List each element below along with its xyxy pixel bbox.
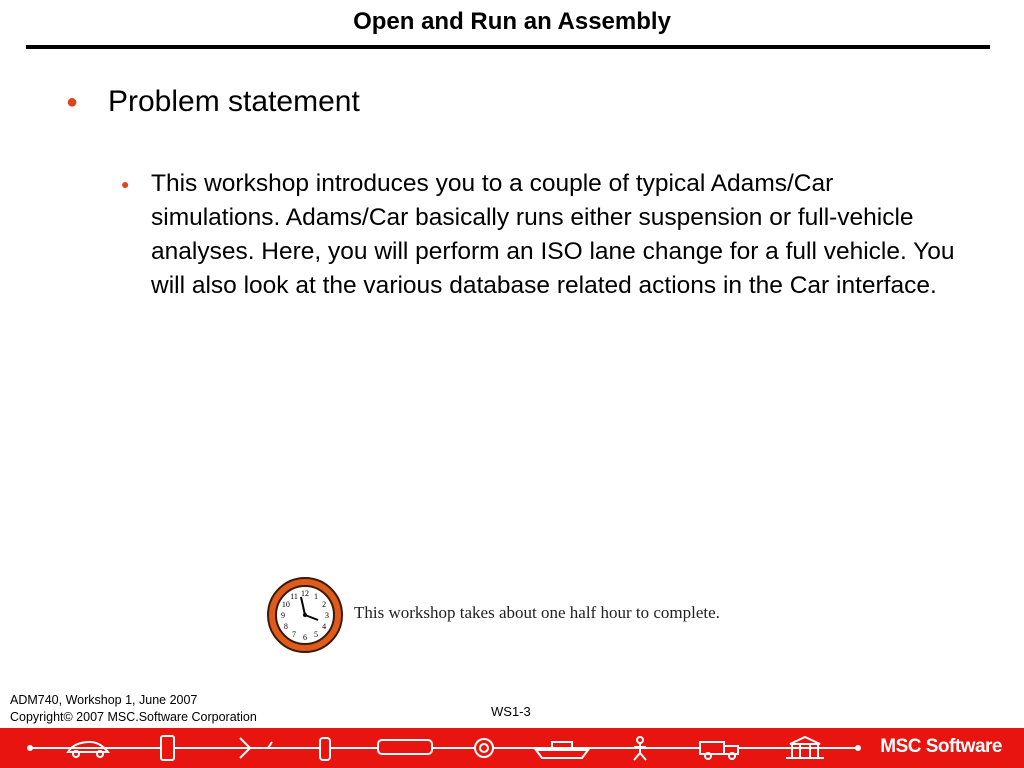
clock-numeral: 10 xyxy=(281,600,290,609)
page-number: WS1-3 xyxy=(491,704,531,719)
title-divider xyxy=(26,45,990,49)
clock-numeral: 9 xyxy=(281,611,285,620)
clock-numeral: 11 xyxy=(290,591,298,601)
bullet-level2 xyxy=(121,167,961,303)
clock-numeral: 1 xyxy=(314,591,318,601)
clock-numeral: 5 xyxy=(314,630,318,640)
gear-icon xyxy=(475,739,493,757)
clock-numeral: 6 xyxy=(303,633,307,642)
footer-band xyxy=(0,728,1024,768)
car-icon xyxy=(68,742,108,757)
footer-copyright: Copyright© 2007 MSC.Software Corporation xyxy=(10,710,257,724)
bullet-dot-icon: ● xyxy=(66,91,79,113)
ship-icon xyxy=(536,742,588,758)
truck-icon xyxy=(700,742,738,759)
bullet-level1 xyxy=(66,84,360,120)
clock-numeral: 12 xyxy=(301,589,309,598)
clock-numeral: 7 xyxy=(292,630,296,640)
bullet-level1-text: Problem statement xyxy=(108,85,360,118)
clock-numeral: 8 xyxy=(283,622,288,631)
clock-icon xyxy=(266,576,344,654)
duration-note: This workshop takes about one half hour to complete. xyxy=(354,603,720,622)
train-icon xyxy=(378,740,432,754)
clock-numeral: 4 xyxy=(322,622,327,631)
footer-info xyxy=(10,692,257,726)
bottle-icon xyxy=(320,738,330,760)
brand-logo: MSC Software xyxy=(880,736,1002,757)
phone-icon xyxy=(161,736,174,760)
clock-numeral: 3 xyxy=(325,611,329,620)
footer-course: ADM740, Workshop 1, June 2007 xyxy=(10,693,198,707)
bullet-dot-icon: ● xyxy=(121,176,130,192)
clock-numeral: 2 xyxy=(322,600,327,609)
slide-title: Open and Run an Assembly xyxy=(353,8,671,35)
bullet-level2-text: This workshop introduces you to a couple of typical Adams/Car simulations. Adams/Car basically runs either suspension or full-vehicle analyses. Here, you will perform an ISO lane change for a full vehicle. You will also look at the various database related actions in the Car interface. xyxy=(151,170,955,299)
airplane-icon xyxy=(228,738,272,758)
